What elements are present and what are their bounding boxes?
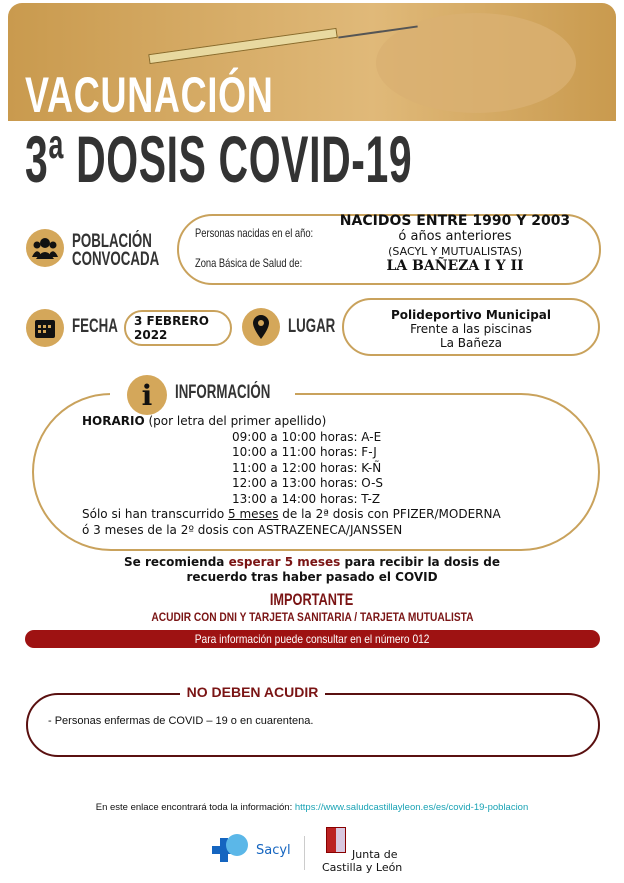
info-content	[82, 414, 602, 538]
lugar-line1: Polideportivo Municipal	[390, 308, 551, 322]
importante-text-span: ACUDIR CON DNI Y TARJETA SANITARIA / TARJETA MUTUALISTA	[150, 610, 474, 624]
poblacion-label-line2: CONVOCADA	[72, 249, 160, 270]
no-acudir-title: NO DEBEN ACUDIR	[186, 684, 319, 700]
sacyl-logo-text: Sacyl	[256, 843, 291, 858]
field2-label: Zona Básica de Salud de:	[195, 256, 303, 270]
importante-text	[0, 610, 624, 624]
note1-underlined: 5 meses	[228, 507, 279, 521]
logo-divider	[304, 836, 305, 870]
poblacion-label	[72, 233, 159, 269]
years-sub: ó años anteriores	[398, 229, 512, 244]
footer-label: En este enlace encontrará toda la información:	[95, 802, 295, 813]
recommend-highlight: esperar 5 meses	[228, 555, 341, 569]
fecha-line2: 2022	[134, 328, 168, 342]
info-phone-bar	[25, 630, 600, 648]
junta-line2: Castilla y León	[322, 861, 403, 874]
footer-text	[0, 802, 624, 813]
schedule-row: 13:00 a 14:00 horas: T-Z	[232, 491, 381, 506]
importante-title-text: IMPORTANTE	[270, 590, 354, 609]
title-line1: VACUNACIÓN	[25, 67, 274, 123]
importante-title	[0, 590, 624, 610]
info-phone-text: Para información puede consultar en el número 012	[195, 632, 430, 646]
years-text: NACIDOS ENTRE 1990 Y 2003	[339, 213, 571, 229]
recommend-pre: Se recomienda	[124, 555, 229, 569]
schedule-row: 12:00 a 13:00 horas: O-S	[232, 476, 384, 490]
coat-of-arms-icon	[326, 827, 346, 853]
syringe-icon	[148, 28, 338, 64]
footer-link[interactable]: https://www.saludcastillayleon.es/es/covid-19-poblacion	[294, 802, 529, 813]
fecha-box	[124, 310, 232, 346]
recommendation	[0, 555, 624, 585]
note1-post: de la 2ª dosis con PFIZER/MODERNA	[278, 507, 501, 521]
people-icon	[26, 229, 64, 267]
fecha-label: FECHA	[72, 316, 118, 337]
title-line2: 3ª DOSIS COVID-19	[25, 122, 413, 196]
recommend-post: para recibir la dosis de	[340, 555, 500, 569]
lugar-label: LUGAR	[288, 316, 336, 337]
horario-note: (por letra del primer apellido)	[144, 414, 327, 428]
poblacion-label-line1: POBLACIÓN	[72, 231, 152, 252]
sacyl-logo	[212, 834, 254, 866]
schedule-row: 09:00 a 10:00 horas: A-E	[232, 429, 382, 444]
lugar-box	[342, 298, 600, 356]
schedule-row: 11:00 a 12:00 horas: K-Ñ	[232, 460, 382, 475]
fecha-line1: 3 FEBRERO	[134, 314, 209, 328]
field1-label: Personas nacidas en el año:	[195, 226, 314, 240]
no-acudir-item: - Personas enfermas de COVID – 19 o en cuarentena.	[48, 715, 314, 727]
recommend-line2: recuerdo tras haber pasado el COVID	[186, 570, 438, 584]
location-pin-icon	[242, 308, 280, 346]
note2: ó 3 meses de la 2º dosis con ASTRAZENECA/JANSSEN	[82, 522, 403, 537]
lugar-line2: Frente a las piscinas	[410, 322, 532, 336]
info-icon: i	[127, 375, 167, 415]
note1-pre: Sólo si han transcurrido	[82, 507, 229, 521]
calendar-icon	[26, 309, 64, 347]
group-text: (SACYL Y MUTUALISTAS)	[388, 245, 522, 258]
info-label: INFORMACIÓN	[175, 382, 271, 403]
schedule-row: 10:00 a 11:00 horas: F-J	[232, 445, 377, 459]
zone-text: LA BAÑEZA I Y II	[386, 258, 524, 274]
lugar-line3: La Bañeza	[439, 336, 503, 350]
horario-label: HORARIO	[82, 414, 145, 428]
junta-line1: Junta de	[352, 848, 398, 861]
